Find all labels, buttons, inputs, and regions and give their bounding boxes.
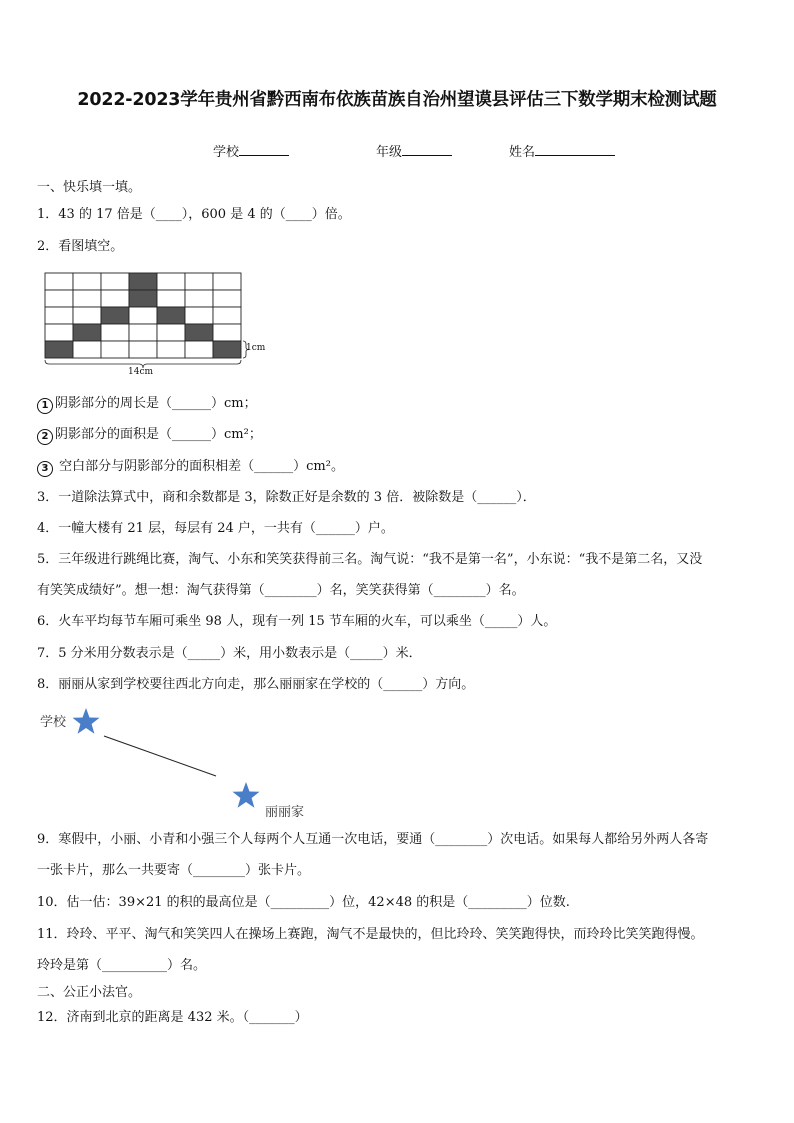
grid-cell: [213, 324, 241, 341]
shaded-cell: [185, 324, 213, 341]
question-2: 2．看图填空。: [37, 239, 124, 254]
question-3: 3．一道除法算式中，商和余数都是 3，除数正好是余数的 3 倍．被除数是（______）．: [37, 490, 536, 505]
question-4: 4．一幢大楼有 21 层，每层有 24 户，一共有（______）户。: [37, 521, 394, 536]
shaded-cell: [45, 341, 73, 358]
grid-cell: [45, 324, 73, 341]
grid-cell: [185, 273, 213, 290]
home-star-shape: [233, 782, 260, 808]
question-2-part-1: [37, 395, 257, 414]
question-2-part-3: [37, 458, 344, 477]
shaded-cell: [157, 307, 185, 324]
grid-cell: [213, 307, 241, 324]
question-8: 8．丽丽从家到学校要往西北方向走，那么丽丽家在学校的（______）方向。: [37, 677, 475, 692]
school-blank[interactable]: [239, 143, 289, 156]
grid-cell: [45, 273, 73, 290]
circled-number-2: 2: [37, 429, 53, 445]
grid-cell: [157, 290, 185, 307]
question-10: 10．估一估：39×21 的积的最高位是（_________）位，42×48 的积是（_________）位数.: [37, 895, 570, 910]
grid-cell: [45, 290, 73, 307]
question-11-line-2: 玲玲是第（__________）名。: [37, 958, 207, 973]
direction-line: [100, 730, 220, 780]
grid-cell: [101, 273, 129, 290]
grade-blank[interactable]: [402, 143, 452, 156]
grid-cell: [157, 324, 185, 341]
page-title: 2022-2023学年贵州省黔西南布依族苗族自治州望谟县评估三下数学期末检测试题: [77, 90, 717, 110]
circled-number-3: 3: [37, 461, 53, 477]
shaded-cell: [101, 307, 129, 324]
grid-cell: [185, 341, 213, 358]
home-label-figure: 丽丽家: [265, 804, 305, 819]
grid-cell: [101, 341, 129, 358]
height-dimension-label: 1cm: [246, 343, 266, 353]
school-label-figure: 学校: [40, 714, 67, 729]
grid-cell: [129, 324, 157, 341]
section-heading-2: 二、公正小法官。: [37, 985, 142, 1000]
question-1: 1．43 的 17 倍是（____），600 是 4 的（____）倍。: [37, 207, 351, 222]
grade-label: 年级: [376, 145, 403, 160]
grid-cell: [45, 307, 73, 324]
shaded-cell: [73, 324, 101, 341]
width-dimension-label: 14cm: [128, 367, 154, 377]
grid-cell: [73, 290, 101, 307]
grid-cell: [185, 307, 213, 324]
question-9-line-2: 一张卡片，那么一共要寄（________）张卡片。: [37, 863, 311, 878]
question-5-line-1: 5．三年级进行跳绳比赛，淘气、小东和笑笑获得前三名。淘气说：“我不是第一名”，小东说：“我不是第二名，又没: [37, 552, 703, 567]
grid-cell: [129, 307, 157, 324]
grid-cell: [73, 273, 101, 290]
question-7: 7．5 分米用分数表示是（_____）米，用小数表示是（_____）米．: [37, 646, 422, 661]
question-5-line-2: 有笑笑成绩好”。想一想：淘气获得第（________）名，笑笑获得第（________）名。: [37, 583, 525, 598]
grid-figure: [40, 270, 270, 380]
grid-cell: [213, 273, 241, 290]
question-6: 6．火车平均每节车厢可乘坐 98 人，现有一列 15 节车厢的火车，可以乘坐（_____）人。: [37, 614, 557, 629]
school-label: 学校: [213, 145, 240, 160]
shaded-cell: [129, 273, 157, 290]
shaded-cell: [129, 290, 157, 307]
grid-cell: [213, 290, 241, 307]
question-2-part-3-text: 空白部分与阴影部分的面积相差（______）cm²。: [55, 459, 344, 474]
grid-cell: [157, 341, 185, 358]
section-heading-1: 一、快乐填一填。: [37, 180, 142, 195]
grid-cell: [185, 290, 213, 307]
grade-field[interactable]: [376, 141, 452, 160]
school-star-shape: [73, 708, 100, 734]
school-star-icon: [70, 706, 102, 738]
name-field[interactable]: [509, 141, 615, 160]
grid-cell: [101, 324, 129, 341]
school-field[interactable]: [213, 141, 289, 160]
grid-cell: [73, 341, 101, 358]
name-blank[interactable]: [535, 143, 615, 156]
question-2-part-2-text: 阴影部分的面积是（______）cm²；: [55, 427, 262, 442]
shaded-cell: [213, 341, 241, 358]
grid-cell: [73, 307, 101, 324]
grid-cell: [101, 290, 129, 307]
question-2-part-1-text: 阴影部分的周长是（______）cm；: [55, 396, 257, 411]
grid-cell: [157, 273, 185, 290]
name-label: 姓名: [509, 145, 536, 160]
question-9-line-1: 9．寒假中，小丽、小青和小强三个人每两个人互通一次电话，要通（________）次电话。如果每人都给另外两人各寄: [37, 832, 709, 847]
question-11-line-1: 11．玲玲、平平、淘气和笑笑四人在操场上赛跑，淘气不是最快的，但比玲玲、笑笑跑得快，而玲玲比笑笑跑得慢。: [37, 927, 704, 942]
home-star-icon: [230, 780, 262, 812]
circled-number-1: 1: [37, 398, 53, 414]
question-2-part-2: [37, 426, 262, 445]
question-12: 12．济南到北京的距离是 432 米。（_______）: [37, 1010, 308, 1025]
grid-cell: [129, 341, 157, 358]
